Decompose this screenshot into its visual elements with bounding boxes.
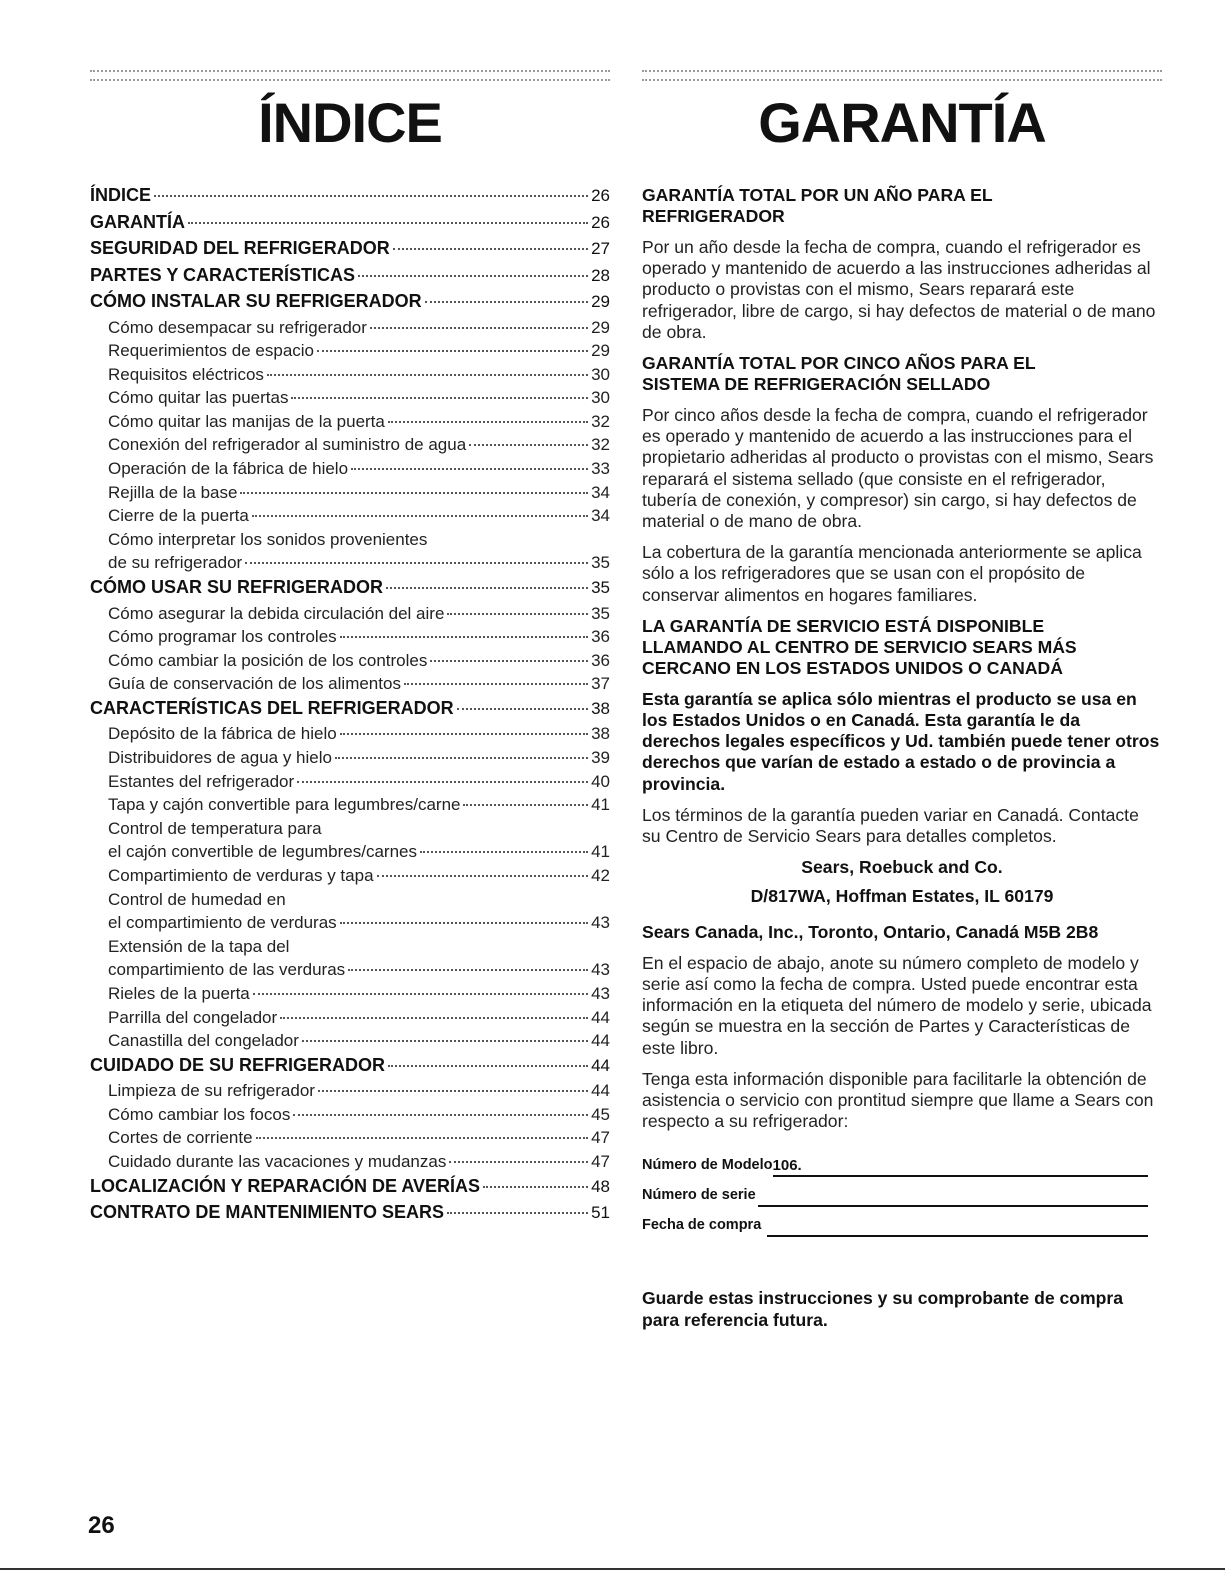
dot-leader (297, 781, 588, 783)
toc-entry-title: Conexión del refrigerador al suministro de agua (108, 435, 467, 455)
dot-leader (245, 562, 588, 564)
dot-leader (386, 587, 588, 589)
toc-entry (90, 341, 610, 365)
toc-entry-title: Control de temperatura para (108, 818, 322, 838)
serial-number-input[interactable] (758, 1187, 1148, 1207)
toc-page-number: 27 (591, 239, 610, 258)
dot-leader (348, 969, 588, 971)
toc-entry-title: Cierre de la puerta (108, 506, 249, 526)
toc-entry (90, 1152, 610, 1176)
toc-page-number: 26 (591, 212, 610, 232)
dot-leader (340, 636, 588, 638)
serial-number-label: Número de serie (642, 1187, 756, 1204)
page-number: 26 (88, 1512, 115, 1539)
toc-page-number: 41 (591, 795, 610, 815)
toc-entry (90, 724, 610, 748)
dot-leader (463, 804, 588, 806)
toc-entry-title: Cómo cambiar los focos (108, 1104, 291, 1124)
toc-page-number: 36 (591, 650, 610, 670)
toc-page-number: 30 (591, 388, 610, 408)
address-line-2: D/817WA, Hoffman Estates, IL 60179 (750, 886, 1054, 907)
toc-entry (90, 318, 610, 342)
address-line-1: Sears, Roebuck and Co. (801, 857, 1003, 878)
dot-leader (388, 421, 588, 423)
paragraph-five-years: Por cinco años desde la fecha de compra, cuando el refrigerador es operado y mantenido de acuerdo a las instrucciones para el propietario adheridas al producto o provistas con el mismo, Sears reparará el sistema sellado (que consiste en el refrigerador, tubería de conexión, y compresor) sin cargo, si hay defectos de material o de mano de obra. (642, 405, 1154, 532)
dot-leader (483, 1186, 588, 1188)
paragraph-rights: Esta garantía se aplica sólo mientras el producto se usa en los Estados Unidos o en Canadá. Esta garantía le da derechos legales específicos y Ud. también puede tener otros derechos que varían de estado a estado o de provincia a provincia. (642, 688, 1160, 794)
dot-leader (335, 757, 588, 759)
section-heading-five-years: GARANTÍA TOTAL POR CINCO AÑOS PARA EL SISTEMA DE REFRIGERACIÓN SELLADO (642, 353, 1036, 395)
toc-entry-title: Requerimientos de espacio (108, 341, 315, 361)
dot-leader (291, 397, 588, 399)
dotted-rule (90, 70, 610, 81)
toc-entry-title: ÍNDICE (90, 185, 152, 205)
toc-entry (90, 1176, 610, 1203)
toc-page-number: 48 (591, 1176, 610, 1196)
dot-leader (425, 301, 588, 303)
warranty-column (642, 70, 1162, 1331)
warranty-body (642, 185, 1162, 1331)
toc-page-number: 29 (591, 292, 610, 311)
toc-page-number: 42 (591, 865, 610, 885)
toc-page-number: 32 (591, 435, 610, 455)
dot-leader (447, 613, 588, 615)
dot-leader (388, 1065, 588, 1067)
toc-entry-title: PARTES Y CARACTERÍSTICAS (90, 264, 356, 285)
toc-entry-title: Tapa y cajón convertible para legumbres/carne (108, 795, 461, 815)
dot-leader (447, 1212, 588, 1214)
toc-page-number: 35 (591, 553, 610, 573)
toc-entry-title: Cómo quitar las manijas de la puerta (108, 411, 385, 431)
dot-leader (293, 1114, 588, 1116)
toc-page-number: 29 (591, 317, 610, 337)
toc-entry (90, 819, 610, 843)
toc-entry (90, 553, 610, 577)
toc-page-number: 39 (591, 748, 610, 767)
dot-leader (420, 851, 588, 853)
dot-leader (340, 922, 588, 924)
toc-entry (90, 506, 610, 530)
toc-entry-title: LOCALIZACIÓN Y REPARACIÓN DE AVERÍAS (90, 1175, 481, 1196)
toc-page-number: 35 (591, 578, 610, 598)
toc-entry (90, 1055, 610, 1082)
toc-page-number: 32 (591, 411, 610, 431)
toc-entry-title: CONTRATO DE MANTENIMIENTO SEARS (90, 1202, 445, 1223)
toc-page-number: 38 (591, 724, 610, 744)
model-number-label: Número de Modelo (642, 1157, 773, 1174)
paragraph-one-year: Por un año desde la fecha de compra, cuando el refrigerador es operado y mantenido de acuerdo a las instrucciones adheridas al producto o provistas con el mismo, Sears reparará este refrigerador, libre de cargo, si hay defectos de material o de mano de obra. (642, 237, 1156, 342)
toc-page-number: 44 (591, 1007, 610, 1027)
toc-entry (90, 937, 610, 961)
section-heading-service: LA GARANTÍA DE SERVICIO ESTÁ DISPONIBLE LLAMANDO AL CENTRO DE SERVICIO SEARS MÁS CERCANO EN LOS ESTADOS UNIDOS O CANADÁ (642, 615, 1077, 678)
toc-entry-title: Guía de conservación de los alimentos (108, 674, 401, 694)
toc-entry (90, 185, 610, 212)
index-heading: ÍNDICE (258, 91, 442, 154)
toc-page-number: 38 (591, 698, 610, 718)
toc-entry (90, 842, 610, 866)
toc-entry (90, 483, 610, 507)
toc-entry (90, 651, 610, 675)
toc-entry (90, 212, 610, 239)
toc-entry (90, 238, 610, 265)
toc-entry-title: el compartimiento de verduras (108, 913, 337, 933)
toc-entry (90, 772, 610, 796)
toc-entry (90, 960, 610, 984)
toc-entry-title: CÓMO INSTALAR SU REFRIGERADOR (90, 291, 422, 311)
toc-entry (90, 1031, 610, 1055)
toc-page-number: 34 (591, 482, 610, 502)
toc-page-number: 26 (591, 186, 610, 205)
dot-leader (318, 1090, 588, 1092)
purchase-date-field[interactable] (642, 1207, 1148, 1237)
sears-canada-address: Sears Canada, Inc., Toronto, Ontario, Canadá M5B 2B8 (642, 921, 1099, 942)
dot-leader (302, 1040, 588, 1042)
toc-entry (90, 388, 610, 412)
toc-page-number: 30 (591, 364, 610, 384)
toc-entry (90, 291, 610, 318)
toc-entry-title: Control de humedad en (108, 889, 286, 909)
toc-page-number: 29 (591, 341, 610, 361)
toc-entry-title: CUIDADO DE SU REFRIGERADOR (90, 1054, 386, 1075)
toc-page-number: 51 (591, 1203, 610, 1223)
dot-leader (280, 1017, 588, 1019)
toc-entry (90, 1202, 610, 1229)
toc-page-number: 34 (591, 506, 610, 526)
dot-leader (370, 327, 588, 329)
toc-entry-title: Requisitos eléctricos (108, 364, 264, 384)
toc-entry-title: Parrilla del congelador (108, 1007, 278, 1027)
toc-entry-title: Cómo desempacar su refrigerador (108, 317, 367, 337)
toc-entry-title: Cómo interpretar los sonidos provenientes (108, 529, 428, 549)
toc-entry (90, 459, 610, 483)
toc-entry (90, 866, 610, 890)
toc-entry (90, 365, 610, 389)
toc-entry-title: Cómo asegurar la debida circulación del aire (108, 603, 445, 623)
model-number-input[interactable]: 106. (773, 1157, 1148, 1177)
toc-entry-title: Cuidado durante las vacaciones y mudanzas (108, 1152, 447, 1171)
toc-entry-title: Limpieza de su refrigerador (108, 1081, 315, 1101)
toc-entry-title: Canastilla del congelador (108, 1031, 299, 1051)
toc-entry (90, 748, 610, 772)
toc-entry (90, 435, 610, 459)
toc-page-number: 47 (591, 1128, 610, 1148)
toc-entry (90, 412, 610, 436)
toc-entry (90, 604, 610, 628)
dot-leader (404, 683, 588, 685)
save-instructions-note: Guarde estas instrucciones y su comprobante de compra para referencia futura. (642, 1287, 1124, 1330)
dot-leader (188, 222, 588, 224)
toc-page-number: 28 (591, 265, 610, 285)
dot-leader (457, 708, 588, 710)
toc-page-number: 40 (591, 771, 610, 791)
record-form (642, 1147, 1148, 1237)
toc-entry-title: Cómo cambiar la posición de los controles (108, 650, 428, 670)
paragraph-coverage: La cobertura de la garantía mencionada anteriormente se aplica sólo a los refrigeradores que se usan con el propósito de conservar alimentos en hogares familiares. (642, 542, 1142, 605)
toc-entry-title: Cómo programar los controles (108, 627, 337, 647)
toc-entry-title: CÓMO USAR SU REFRIGERADOR (90, 577, 384, 598)
toc-page-number: 33 (591, 459, 610, 479)
toc-entry-title: Extensión de la tapa del (108, 936, 290, 956)
toc-entry-title: Cortes de corriente (108, 1128, 253, 1148)
dot-leader (240, 492, 588, 494)
toc-entry (90, 1081, 610, 1105)
toc-entry-title: Rieles de la puerta (108, 983, 250, 1003)
dot-leader (253, 993, 588, 995)
toc-entry (90, 890, 610, 914)
paragraph-canada-terms: Los términos de la garantía pueden variar en Canadá. Contacte su Centro de Servicio Sears para detalles completos. (642, 804, 1139, 847)
dot-leader (317, 350, 588, 352)
toc-entry-title: Estantes del refrigerador (108, 771, 295, 791)
toc-entry (90, 265, 610, 292)
toc-entry-title: el cajón convertible de legumbres/carnes (108, 842, 418, 862)
toc-entry-title: SEGURIDAD DEL REFRIGERADOR (90, 238, 390, 258)
toc-entry-title: GARANTÍA (90, 211, 185, 232)
bottom-rule (0, 1568, 1225, 1570)
toc-entry-title: Rejilla de la base (108, 482, 238, 502)
dot-leader (267, 374, 588, 376)
toc-page-number: 44 (591, 1031, 610, 1051)
dot-leader (469, 444, 588, 446)
toc-page-number: 37 (591, 674, 610, 694)
toc-entry-title: Compartimiento de verduras y tapa (108, 865, 374, 885)
dot-leader (256, 1137, 589, 1139)
toc-entry-title: Operación de la fábrica de hielo (108, 459, 349, 479)
toc-entry (90, 913, 610, 937)
toc-entry-title: CARACTERÍSTICAS DEL REFRIGERADOR (90, 697, 454, 718)
toc-entry (90, 984, 610, 1008)
toc-page-number: 36 (591, 627, 610, 647)
dot-leader (430, 660, 588, 662)
index-column (90, 70, 610, 1229)
warranty-heading: GARANTÍA (758, 91, 1046, 154)
toc-entry (90, 1128, 610, 1152)
toc-entry (90, 795, 610, 819)
toc-entry (90, 627, 610, 651)
toc-entry (90, 698, 610, 725)
dotted-rule (642, 70, 1162, 81)
dot-leader (154, 195, 588, 197)
purchase-date-label: Fecha de compra (642, 1217, 762, 1234)
dot-leader (358, 275, 588, 277)
dot-leader (377, 875, 589, 877)
toc-page-number: 45 (591, 1104, 610, 1124)
toc-page-number: 47 (591, 1152, 610, 1171)
serial-number-field[interactable] (642, 1177, 1148, 1207)
toc-entry (90, 577, 610, 604)
toc-entry (90, 530, 610, 554)
dot-leader (351, 468, 588, 470)
paragraph-record-info: En el espacio de abajo, anote su número completo de modelo y serie así como la fecha de compra. Usted puede encontrar esta información en la etiqueta del número de modelo y serie, ubicada según se muestra en la sección de Partes y Características de este libro. (642, 952, 1152, 1058)
toc-entry-title: Distribuidores de agua y hielo (108, 748, 332, 767)
dot-leader (449, 1161, 588, 1163)
toc-page-number: 43 (591, 960, 610, 980)
dot-leader (340, 733, 588, 735)
toc-page-number: 43 (591, 913, 610, 933)
toc-entry-title: Depósito de la fábrica de hielo (108, 724, 337, 744)
toc-entry-title: compartimiento de las verduras (108, 960, 346, 980)
purchase-date-input[interactable] (767, 1217, 1148, 1237)
toc-page-number: 44 (591, 1081, 610, 1101)
toc-entry-title: Cómo quitar las puertas (108, 388, 289, 408)
section-heading-one-year: GARANTÍA TOTAL POR UN AÑO PARA EL REFRIGERADOR (642, 185, 993, 226)
table-of-contents (90, 185, 610, 1229)
toc-page-number: 35 (591, 603, 610, 623)
dot-leader (252, 515, 588, 517)
toc-entry-title: de su refrigerador (108, 553, 243, 573)
toc-entry (90, 1008, 610, 1032)
paragraph-keep-info: Tenga esta información disponible para facilitarle la obtención de asistencia o servicio con prontitud siempre que llame a Sears con respecto a su refrigerador: (642, 1068, 1154, 1132)
toc-entry (90, 674, 610, 698)
toc-page-number: 44 (591, 1055, 610, 1075)
toc-page-number: 41 (591, 842, 610, 862)
model-number-field[interactable] (642, 1147, 1148, 1177)
toc-page-number: 43 (591, 983, 610, 1003)
toc-entry (90, 1105, 610, 1129)
dot-leader (393, 248, 588, 250)
